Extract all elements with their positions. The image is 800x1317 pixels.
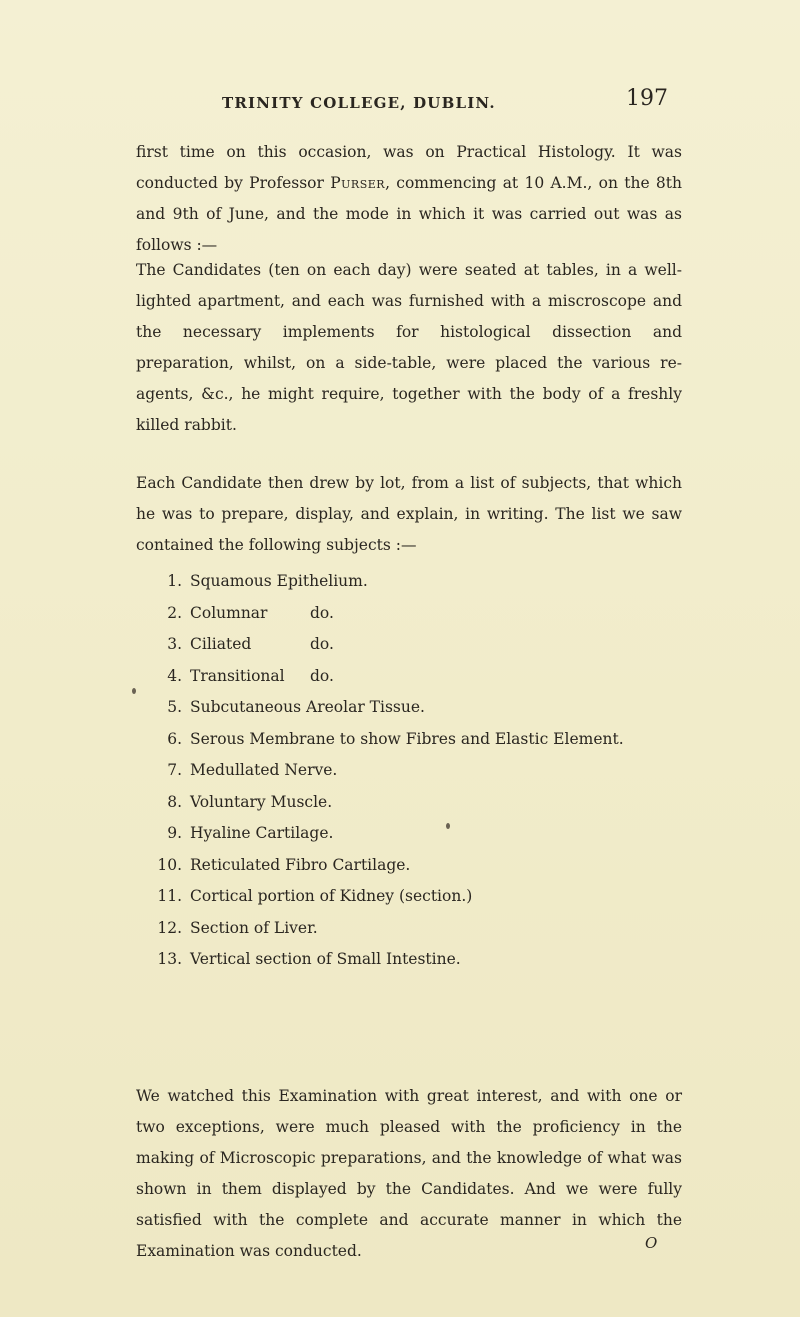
page-number: 197 xyxy=(626,86,668,111)
print-speck xyxy=(446,823,450,829)
running-head: TRINITY COLLEGE, DUBLIN. xyxy=(222,94,496,112)
subject-number: 9. xyxy=(167,824,182,842)
signature-mark: O xyxy=(645,1234,658,1252)
subject-item xyxy=(150,787,624,819)
ditto-mark: do. xyxy=(310,603,334,622)
subject-item xyxy=(150,598,624,630)
subject-text: Ciliated xyxy=(190,635,252,653)
subject-item xyxy=(150,724,624,756)
subject-item xyxy=(150,692,624,724)
subject-number: 10. xyxy=(157,855,182,874)
subject-number: 4. xyxy=(167,666,182,685)
paragraph-drawing-lots: Each Candidate then drew by lot, from a list of subjects, that which he was to prepare, display, and explain, in writing. The list we saw contained the following subjects :— xyxy=(136,474,682,554)
paragraph-text: first time on this occasion, was on Practical Histology. It was conducted by Professor xyxy=(136,143,682,192)
subject-item xyxy=(150,881,624,913)
subject-number: 11. xyxy=(157,887,182,905)
subject-item xyxy=(150,944,624,976)
subject-text: Voluntary Muscle. xyxy=(190,792,333,811)
subject-text: Medullated Nerve. xyxy=(190,761,338,779)
subject-number: 7. xyxy=(167,761,182,779)
subject-number: 5. xyxy=(167,698,182,716)
subject-item xyxy=(150,566,624,598)
subject-text: Transitional xyxy=(190,666,285,685)
subject-number: 8. xyxy=(167,792,182,811)
subject-text: Hyaline Cartilage. xyxy=(190,824,334,842)
subject-text: Vertical section of Small Intestine. xyxy=(190,950,461,968)
subject-number: 2. xyxy=(167,603,182,622)
paragraph-histology-intro xyxy=(136,137,682,261)
subject-item xyxy=(150,661,624,693)
subject-text: Serous Membrane to show Fibres and Elastic Element. xyxy=(190,729,624,748)
subject-number: 3. xyxy=(167,635,182,653)
subject-text: Cortical portion of Kidney (section.) xyxy=(190,887,473,905)
ditto-mark: do. xyxy=(310,635,334,653)
subject-list xyxy=(150,566,624,976)
paragraph-text: , commencing at 10 A.M., on the 8th and 9th of June, and the mode in which it was carried out was as follows :— xyxy=(136,174,682,254)
subject-number: 6. xyxy=(167,729,182,748)
subject-text: Subcutaneous Areolar Tissue. xyxy=(190,698,425,716)
professor-name: Purser xyxy=(330,174,386,192)
subject-number: 1. xyxy=(167,572,182,590)
print-speck xyxy=(132,688,136,694)
subject-text: Columnar xyxy=(190,603,268,622)
subject-number: 12. xyxy=(157,918,182,937)
paragraph-conclusion: We watched this Examination with great interest, and with one or two exceptions, were much pleased with the proficiency in the making of Microscopic preparations, and the knowledge of what was shown in them displayed by the Candidates. And we were fully satisfied with the complete and accurate manner in which the Examination was conducted. xyxy=(136,1087,682,1260)
paragraph-candidates-setup: The Candidates (ten on each day) were seated at tables, in a well-lighted apartment, and each was furnished with a miscroscope and the necessary implements for histological dissection and preparation, whilst, on a side-table, were placed the various re-agents, &c., he might require, together with the body of a freshly killed rabbit. xyxy=(136,261,682,434)
subject-text: Section of Liver. xyxy=(190,918,318,937)
subject-text: Squamous Epithelium. xyxy=(190,572,368,590)
subject-item xyxy=(150,755,624,787)
subject-text: Reticulated Fibro Cartilage. xyxy=(190,855,411,874)
subject-item xyxy=(150,818,624,850)
subject-number: 13. xyxy=(157,950,182,968)
ditto-mark: do. xyxy=(310,666,334,685)
subject-item xyxy=(150,629,624,661)
subject-item xyxy=(150,850,624,882)
subject-item xyxy=(150,913,624,945)
